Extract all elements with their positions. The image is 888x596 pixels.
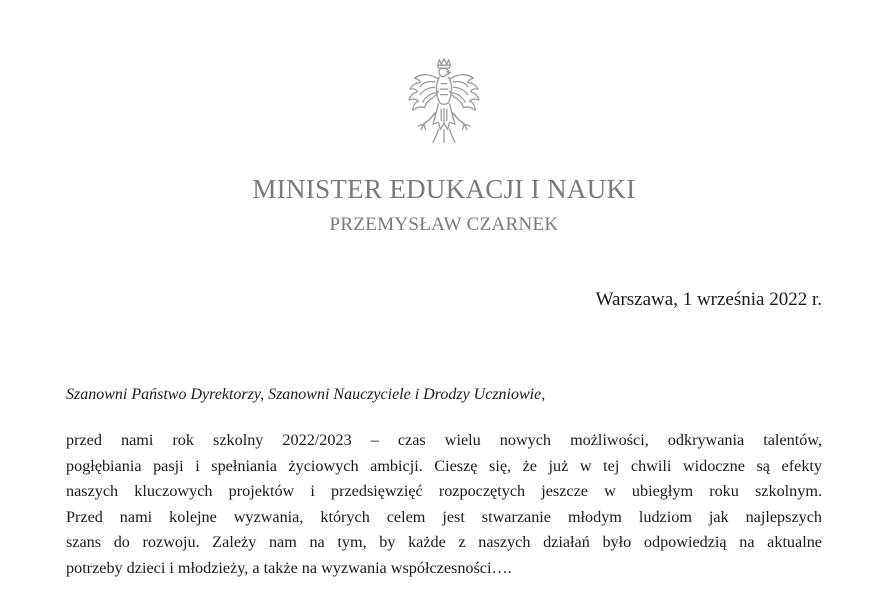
body-line: przed nami rok szkolny 2022/2023 – czas wielu nowych możliwości, odkrywania talentów, bbox=[66, 431, 822, 449]
body-line: Przed nami kolejne wyzwania, których celem jest stwarzanie młodym ludziom jak najlepszych bbox=[66, 507, 822, 526]
body-line: szans do rozwoju. Zależy nam na tym, by każde z naszych działań było odpowiedzią na aktualne bbox=[66, 533, 822, 551]
body-line: pogłębiania pasji i spełniania życiowych ambicji. Cieszę się, że już w tej chwili widoczne są efekty bbox=[66, 456, 822, 475]
polish-eagle-emblem-icon bbox=[398, 56, 490, 148]
salutation: Szanowni Państwo Dyrektorzy, Szanowni Nauczyciele i Drodzy Uczniowie, bbox=[66, 386, 546, 403]
body-line: naszych kluczowych projektów i przedsięwzięć rozpoczętych jeszcze w ubiegłym roku szkolnym. bbox=[66, 482, 822, 500]
page-title: MINISTER EDUKACJI I NAUKI bbox=[252, 174, 636, 204]
dateline: Warszawa, 1 września 2022 r. bbox=[595, 289, 822, 310]
minister-name: PRZEMYSŁAW CZARNEK bbox=[329, 214, 559, 235]
letter-body bbox=[66, 428, 822, 581]
body-line: potrzeby dzieci i młodzieży, a także na wyzwania współczesności…. bbox=[66, 558, 512, 577]
